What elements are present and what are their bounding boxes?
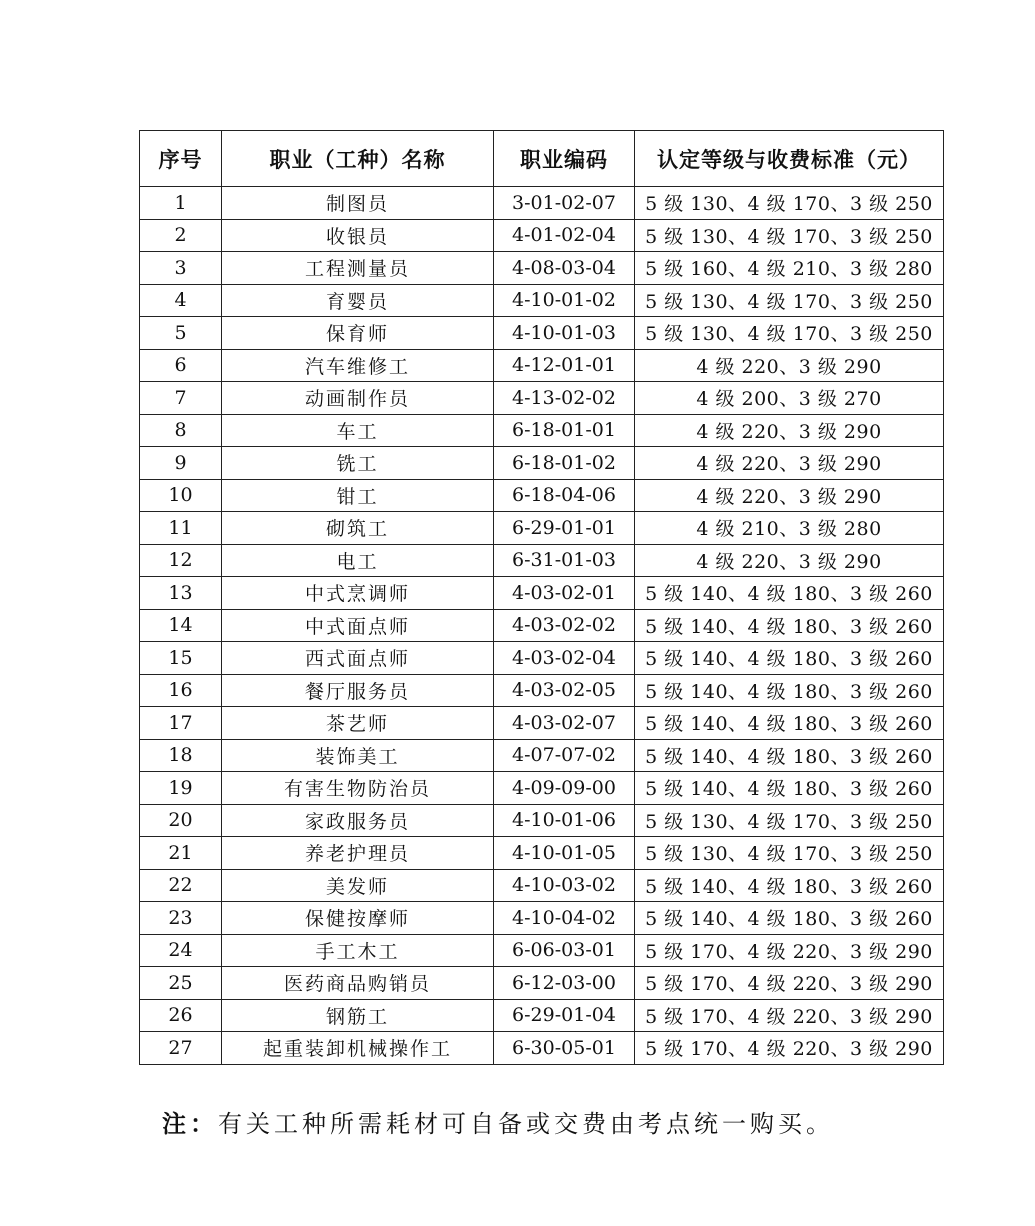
- cell-fee-standard: 5 级 130、4 级 170、3 级 250: [635, 837, 944, 870]
- table-row: [140, 837, 944, 870]
- cell-occupation-name: 铣工: [222, 447, 494, 480]
- cell-fee-standard: 5 级 140、4 级 180、3 级 260: [635, 869, 944, 902]
- cell-occupation-code: 6-18-01-01: [494, 414, 635, 447]
- cell-occupation-code: 6-31-01-03: [494, 544, 635, 577]
- cell-occupation-code: 6-12-03-00: [494, 967, 635, 1000]
- cell-index: 11: [140, 512, 222, 545]
- cell-occupation-name: 美发师: [222, 869, 494, 902]
- cell-index: 18: [140, 739, 222, 772]
- cell-occupation-name: 动画制作员: [222, 382, 494, 415]
- cell-occupation-name: 育婴员: [222, 284, 494, 317]
- cell-fee-standard: 5 级 140、4 级 180、3 级 260: [635, 707, 944, 740]
- cell-occupation-name: 保育师: [222, 317, 494, 350]
- cell-index: 24: [140, 934, 222, 967]
- cell-occupation-code: 4-03-02-02: [494, 609, 635, 642]
- cell-occupation-code: 6-18-01-02: [494, 447, 635, 480]
- cell-occupation-name: 汽车维修工: [222, 349, 494, 382]
- cell-occupation-name: 起重装卸机械操作工: [222, 1032, 494, 1065]
- cell-occupation-name: 钳工: [222, 479, 494, 512]
- header-index: 序号: [140, 131, 222, 187]
- cell-fee-standard: 5 级 130、4 级 170、3 级 250: [635, 187, 944, 220]
- cell-occupation-name: 车工: [222, 414, 494, 447]
- cell-occupation-code: 4-09-09-00: [494, 772, 635, 805]
- table-row: [140, 674, 944, 707]
- cell-occupation-code: 6-29-01-04: [494, 999, 635, 1032]
- cell-index: 27: [140, 1032, 222, 1065]
- cell-fee-standard: 5 级 130、4 级 170、3 级 250: [635, 804, 944, 837]
- table-row: [140, 252, 944, 285]
- cell-occupation-name: 保健按摩师: [222, 902, 494, 935]
- cell-occupation-name: 茶艺师: [222, 707, 494, 740]
- cell-occupation-name: 装饰美工: [222, 739, 494, 772]
- cell-occupation-code: 4-03-02-01: [494, 577, 635, 610]
- table-row: [140, 349, 944, 382]
- table-row: [140, 284, 944, 317]
- fee-table: [139, 130, 944, 1065]
- cell-index: 8: [140, 414, 222, 447]
- cell-occupation-code: 4-03-02-07: [494, 707, 635, 740]
- cell-fee-standard: 5 级 170、4 级 220、3 级 290: [635, 1032, 944, 1065]
- cell-occupation-code: 4-10-01-05: [494, 837, 635, 870]
- cell-occupation-name: 餐厅服务员: [222, 674, 494, 707]
- cell-occupation-code: 3-01-02-07: [494, 187, 635, 220]
- cell-fee-standard: 5 级 170、4 级 220、3 级 290: [635, 967, 944, 1000]
- cell-fee-standard: 5 级 160、4 级 210、3 级 280: [635, 252, 944, 285]
- cell-fee-standard: 5 级 140、4 级 180、3 级 260: [635, 577, 944, 610]
- table-row: [140, 739, 944, 772]
- cell-fee-standard: 5 级 130、4 级 170、3 级 250: [635, 219, 944, 252]
- table-row: [140, 447, 944, 480]
- cell-occupation-code: 4-13-02-02: [494, 382, 635, 415]
- cell-occupation-name: 中式面点师: [222, 609, 494, 642]
- cell-occupation-code: 4-03-02-05: [494, 674, 635, 707]
- table-row: [140, 707, 944, 740]
- cell-occupation-code: 4-10-03-02: [494, 869, 635, 902]
- cell-fee-standard: 5 级 140、4 级 180、3 级 260: [635, 674, 944, 707]
- header-occupation-code: 职业编码: [494, 131, 635, 187]
- cell-index: 14: [140, 609, 222, 642]
- cell-occupation-code: 4-07-07-02: [494, 739, 635, 772]
- cell-fee-standard: 5 级 130、4 级 170、3 级 250: [635, 284, 944, 317]
- cell-occupation-name: 制图员: [222, 187, 494, 220]
- table-row: [140, 642, 944, 675]
- table-row: [140, 869, 944, 902]
- cell-occupation-name: 养老护理员: [222, 837, 494, 870]
- cell-occupation-code: 6-18-04-06: [494, 479, 635, 512]
- cell-fee-standard: 4 级 220、3 级 290: [635, 479, 944, 512]
- cell-occupation-name: 西式面点师: [222, 642, 494, 675]
- cell-occupation-name: 有害生物防治员: [222, 772, 494, 805]
- cell-occupation-code: 4-08-03-04: [494, 252, 635, 285]
- table-row: [140, 804, 944, 837]
- cell-fee-standard: 4 级 220、3 级 290: [635, 447, 944, 480]
- header-occupation-name: 职业（工种）名称: [222, 131, 494, 187]
- header-fee-standard: 认定等级与收费标准（元）: [635, 131, 944, 187]
- cell-index: 15: [140, 642, 222, 675]
- footnote-label: 注：: [162, 1110, 218, 1138]
- footnote-text: 有关工种所需耗材可自备或交费由考点统一购买。: [218, 1110, 834, 1138]
- cell-occupation-name: 钢筋工: [222, 999, 494, 1032]
- table-row: [140, 414, 944, 447]
- cell-occupation-code: 6-30-05-01: [494, 1032, 635, 1065]
- cell-index: 26: [140, 999, 222, 1032]
- cell-index: 22: [140, 869, 222, 902]
- table-row: [140, 1032, 944, 1065]
- cell-fee-standard: 4 级 220、3 级 290: [635, 349, 944, 382]
- cell-fee-standard: 4 级 200、3 级 270: [635, 382, 944, 415]
- cell-fee-standard: 5 级 140、4 级 180、3 级 260: [635, 902, 944, 935]
- cell-index: 4: [140, 284, 222, 317]
- cell-occupation-code: 4-03-02-04: [494, 642, 635, 675]
- cell-fee-standard: 5 级 130、4 级 170、3 级 250: [635, 317, 944, 350]
- cell-occupation-code: 4-01-02-04: [494, 219, 635, 252]
- cell-occupation-name: 家政服务员: [222, 804, 494, 837]
- cell-fee-standard: 5 级 140、4 级 180、3 级 260: [635, 642, 944, 675]
- cell-index: 10: [140, 479, 222, 512]
- cell-occupation-name: 工程测量员: [222, 252, 494, 285]
- table-row: [140, 317, 944, 350]
- cell-fee-standard: 5 级 170、4 级 220、3 级 290: [635, 934, 944, 967]
- table-row: [140, 219, 944, 252]
- table-row: [140, 609, 944, 642]
- footnote: [162, 1104, 834, 1139]
- cell-index: 9: [140, 447, 222, 480]
- cell-index: 19: [140, 772, 222, 805]
- cell-occupation-code: 4-10-04-02: [494, 902, 635, 935]
- cell-index: 6: [140, 349, 222, 382]
- cell-index: 7: [140, 382, 222, 415]
- table-row: [140, 772, 944, 805]
- table-row: [140, 512, 944, 545]
- table-row: [140, 544, 944, 577]
- cell-occupation-code: 4-10-01-06: [494, 804, 635, 837]
- table-row: [140, 382, 944, 415]
- table-row: [140, 999, 944, 1032]
- cell-fee-standard: 5 级 140、4 级 180、3 级 260: [635, 739, 944, 772]
- cell-occupation-code: 4-10-01-02: [494, 284, 635, 317]
- cell-occupation-name: 手工木工: [222, 934, 494, 967]
- table-row: [140, 577, 944, 610]
- cell-fee-standard: 5 级 140、4 级 180、3 级 260: [635, 609, 944, 642]
- cell-index: 1: [140, 187, 222, 220]
- table-row: [140, 187, 944, 220]
- cell-fee-standard: 5 级 140、4 级 180、3 级 260: [635, 772, 944, 805]
- cell-occupation-name: 中式烹调师: [222, 577, 494, 610]
- cell-occupation-code: 6-06-03-01: [494, 934, 635, 967]
- cell-index: 23: [140, 902, 222, 935]
- cell-index: 17: [140, 707, 222, 740]
- table-body: [140, 187, 944, 1065]
- cell-index: 12: [140, 544, 222, 577]
- table-header-row: [140, 131, 944, 187]
- cell-index: 21: [140, 837, 222, 870]
- cell-fee-standard: 4 级 220、3 级 290: [635, 544, 944, 577]
- cell-index: 16: [140, 674, 222, 707]
- cell-occupation-name: 收银员: [222, 219, 494, 252]
- cell-fee-standard: 5 级 170、4 级 220、3 级 290: [635, 999, 944, 1032]
- cell-index: 25: [140, 967, 222, 1000]
- table-row: [140, 967, 944, 1000]
- cell-index: 20: [140, 804, 222, 837]
- table-row: [140, 479, 944, 512]
- cell-fee-standard: 4 级 220、3 级 290: [635, 414, 944, 447]
- cell-occupation-name: 电工: [222, 544, 494, 577]
- cell-index: 13: [140, 577, 222, 610]
- cell-index: 2: [140, 219, 222, 252]
- cell-index: 5: [140, 317, 222, 350]
- cell-fee-standard: 4 级 210、3 级 280: [635, 512, 944, 545]
- cell-occupation-name: 砌筑工: [222, 512, 494, 545]
- table-row: [140, 902, 944, 935]
- cell-occupation-code: 4-12-01-01: [494, 349, 635, 382]
- cell-occupation-name: 医药商品购销员: [222, 967, 494, 1000]
- cell-occupation-code: 4-10-01-03: [494, 317, 635, 350]
- cell-occupation-code: 6-29-01-01: [494, 512, 635, 545]
- cell-index: 3: [140, 252, 222, 285]
- table-row: [140, 934, 944, 967]
